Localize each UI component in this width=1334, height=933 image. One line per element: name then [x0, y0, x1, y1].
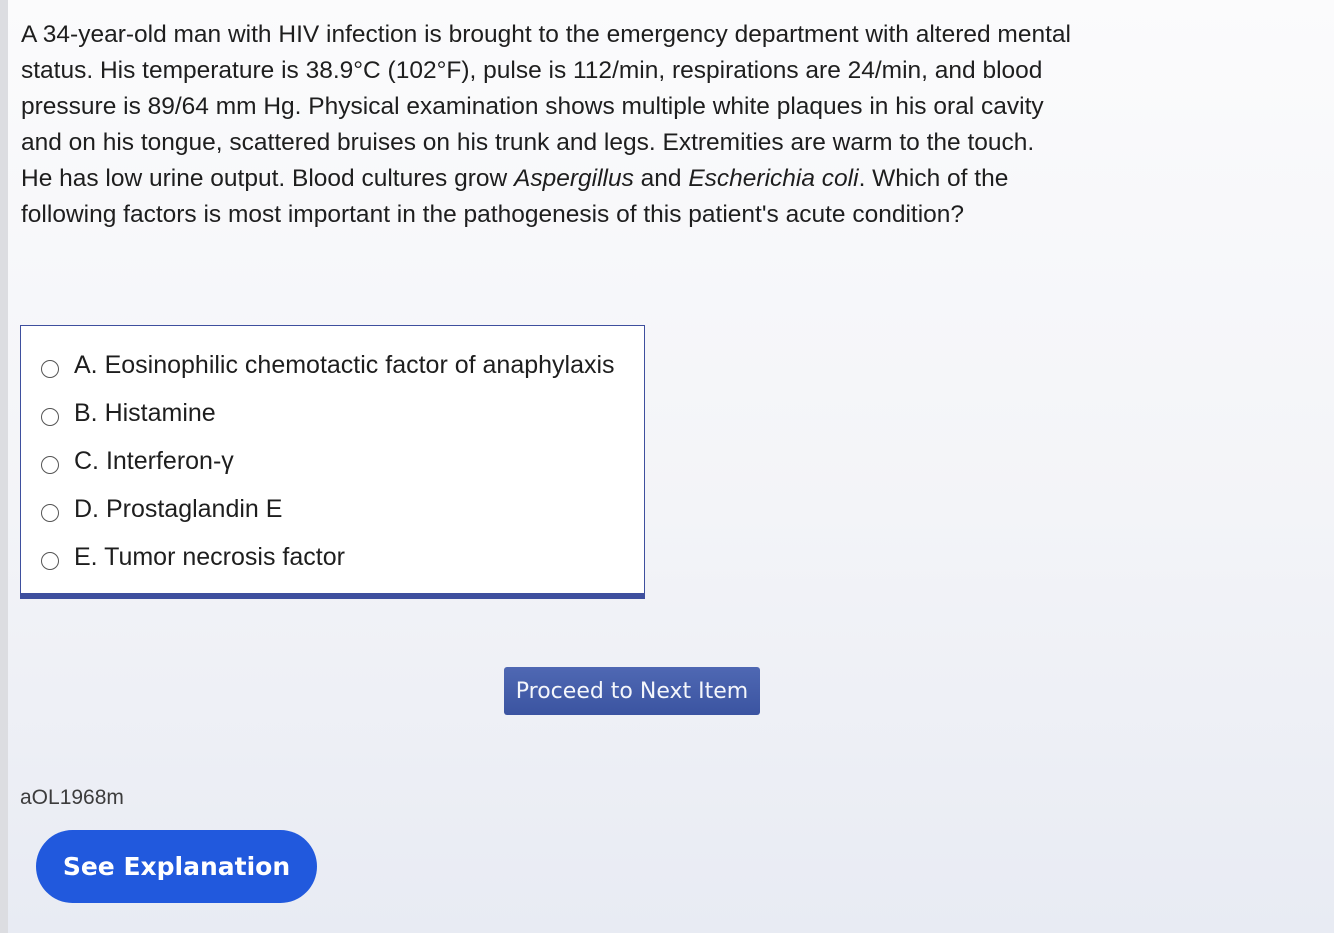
organism-ecoli: Escherichia coli	[688, 165, 859, 192]
radio-button-a[interactable]	[41, 360, 59, 378]
radio-button-e[interactable]	[41, 552, 59, 570]
question-text-part1: A 34-year-old man with HIV infection is brought to the emergency department with altered mental status. His temperature is 38.9°C (102°F), pulse is 112/min, respirations are 24/min, and blood pressure is 89/64 mm Hg. Physical examination shows multiple white plaques in his oral cavity and on his tongue, scattered bruises on his trunk and legs. Extremities are warm to the touch. He has low urine output. Blood cultures grow	[21, 21, 1071, 192]
answer-choices-box	[20, 325, 645, 599]
left-edge-bar	[0, 0, 8, 933]
choice-e[interactable]	[41, 537, 345, 577]
item-id: aOL1968m	[20, 786, 124, 809]
see-explanation-button[interactable]: See Explanation	[36, 830, 317, 903]
question-text-part3: . Which of the following factors is most important in the pathogenesis of this patient's acute condition?	[21, 165, 1009, 228]
choice-a[interactable]	[41, 345, 615, 385]
choice-b-label: B. Histamine	[74, 398, 216, 427]
choice-c-label: C. Interferon-γ	[74, 446, 234, 475]
radio-button-d[interactable]	[41, 504, 59, 522]
radio-button-c[interactable]	[41, 456, 59, 474]
radio-button-b[interactable]	[41, 408, 59, 426]
choice-d-label: D. Prostaglandin E	[74, 494, 283, 523]
question-text-part2: and	[633, 165, 689, 192]
choice-c[interactable]	[41, 441, 234, 481]
proceed-next-item-button[interactable]: Proceed to Next Item	[504, 667, 760, 715]
choice-b[interactable]	[41, 393, 216, 433]
choice-d[interactable]	[41, 489, 282, 529]
choice-e-label: E. Tumor necrosis factor	[74, 542, 345, 571]
choice-a-label: A. Eosinophilic chemotactic factor of anaphylaxis	[74, 350, 615, 379]
question-stem	[21, 17, 1071, 233]
organism-aspergillus: Aspergillus	[514, 165, 634, 192]
